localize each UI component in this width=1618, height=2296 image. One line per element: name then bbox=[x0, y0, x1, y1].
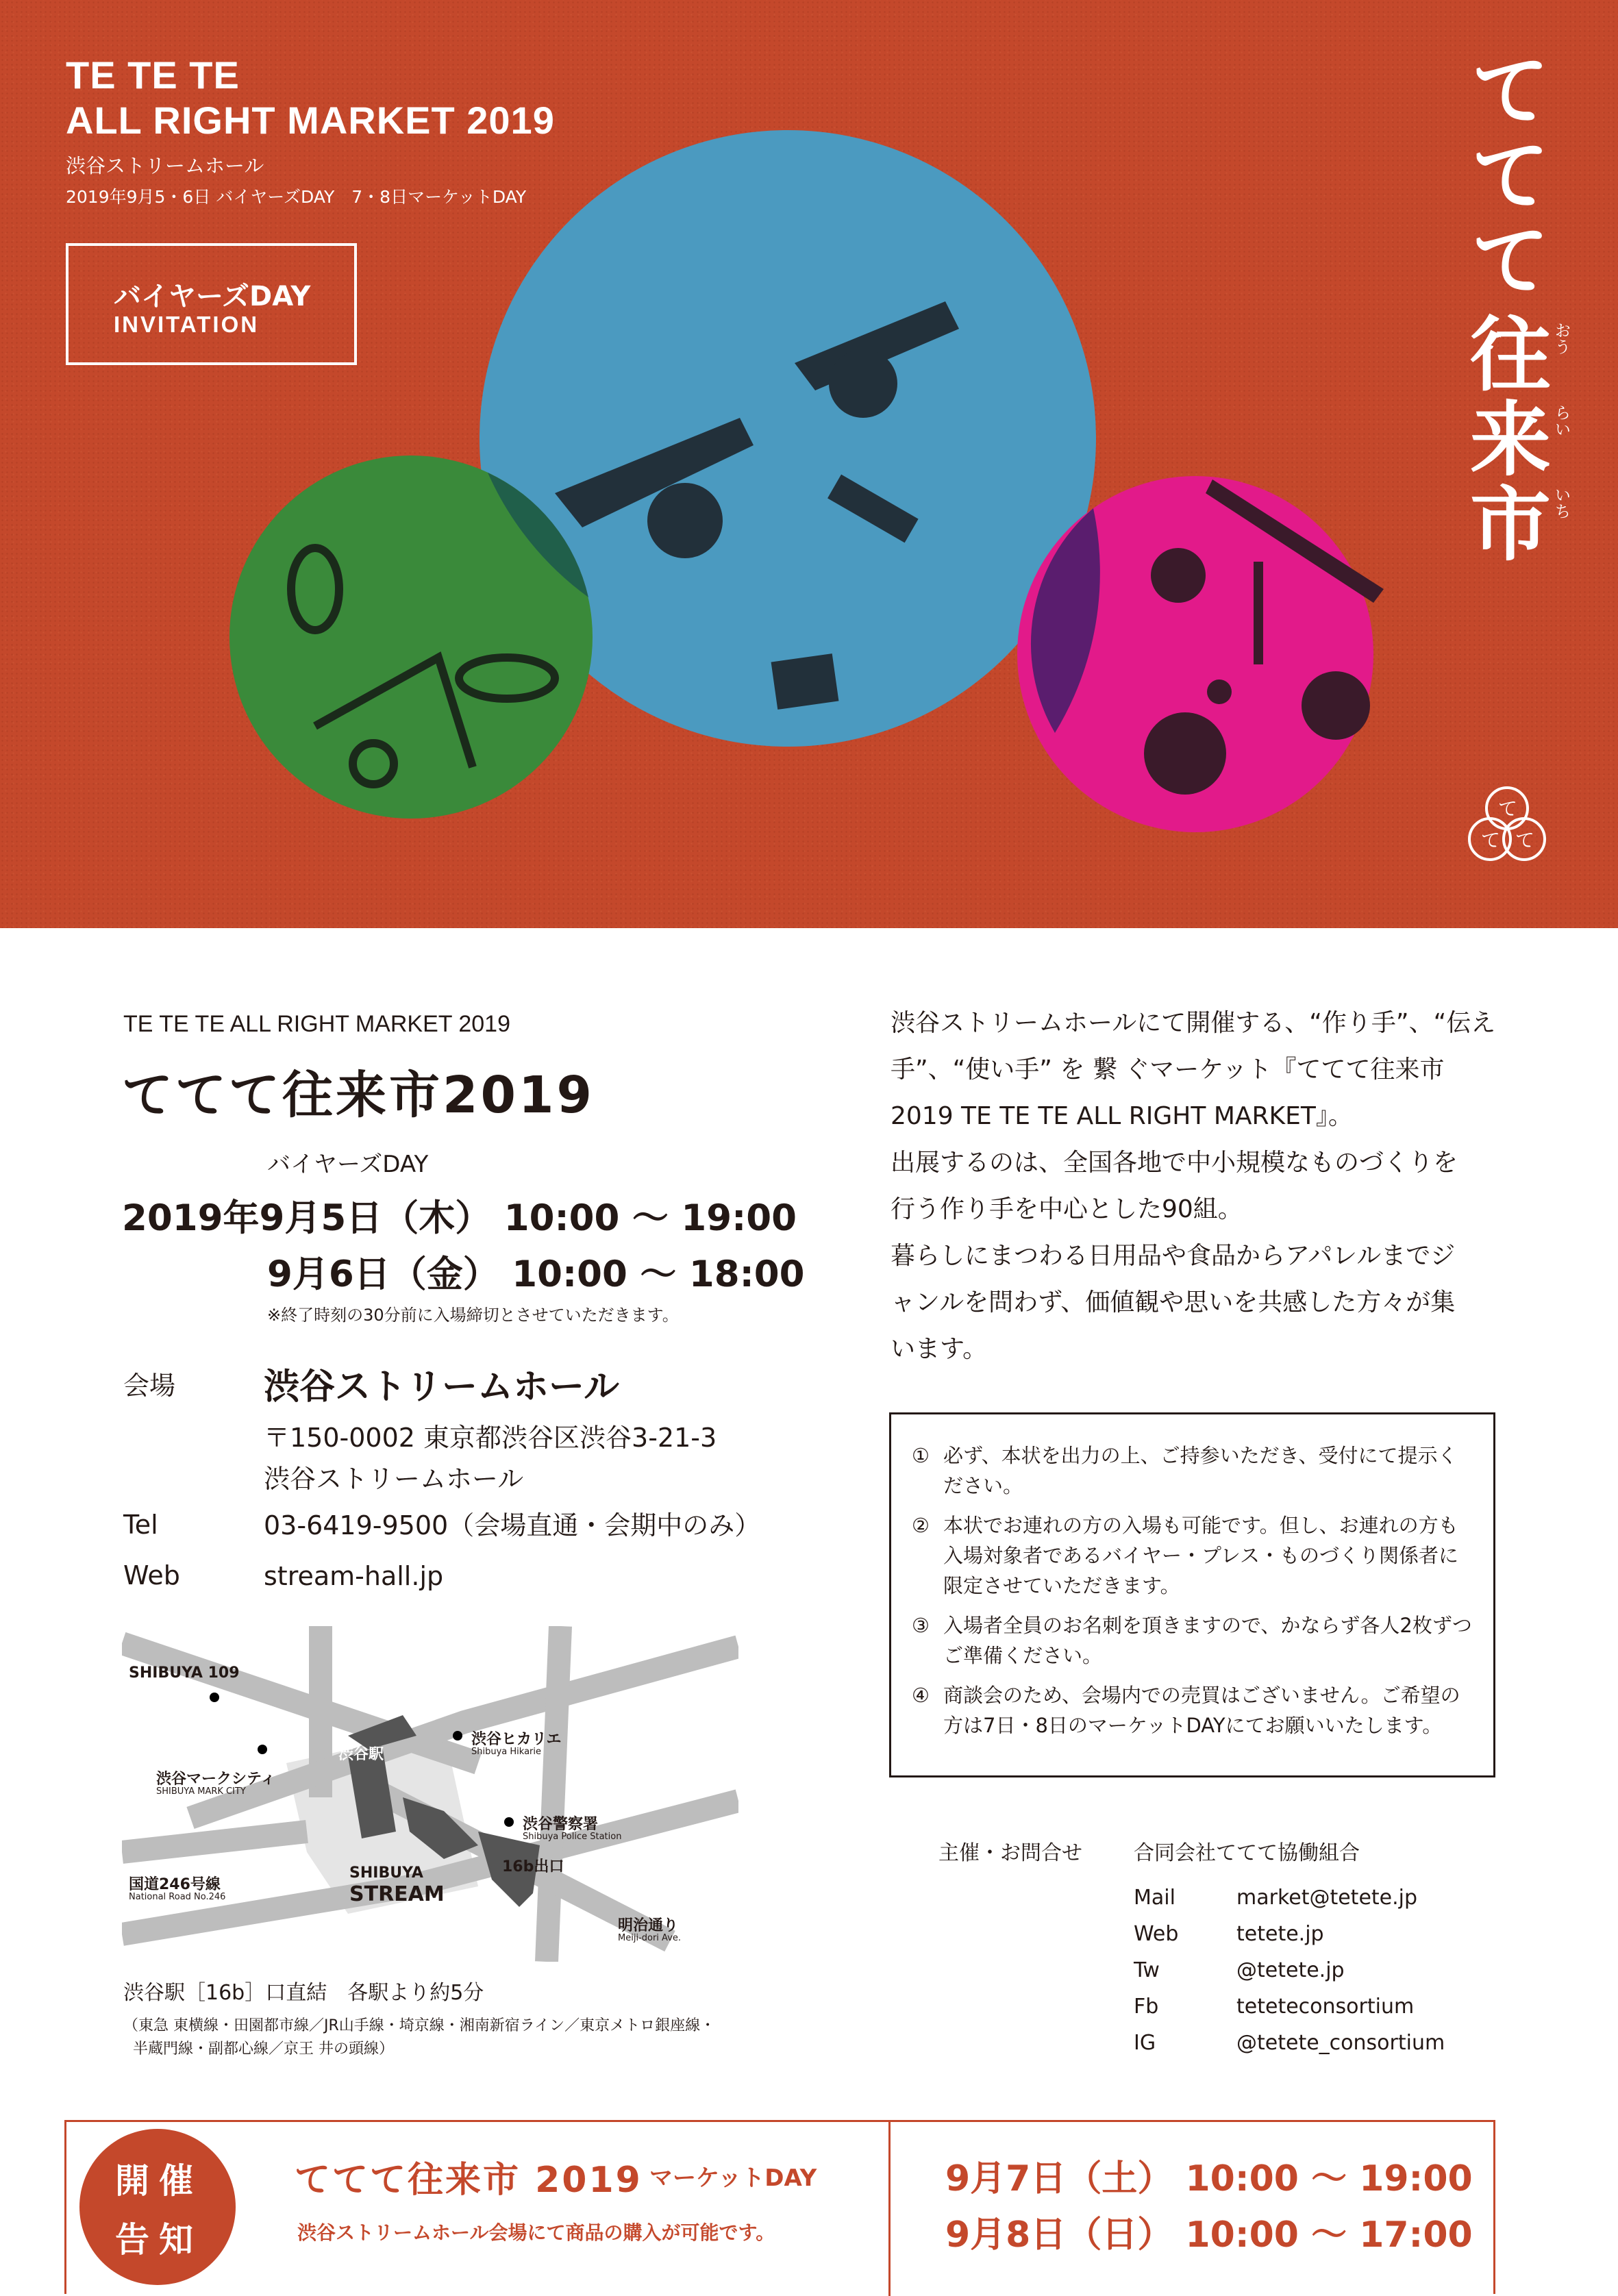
event-title-en: TE TE TE ALL RIGHT MARKET 2019 bbox=[123, 1011, 511, 1037]
contact-row: Mail market@tetete.jp bbox=[1134, 1886, 1418, 1910]
description-line: 2019 TE TE TE ALL RIGHT MARKET』。 bbox=[891, 1102, 1353, 1130]
tetete-logo-icon bbox=[1463, 781, 1552, 870]
description-line: 出展するのは、全国各地で中小規模なものづくりを bbox=[891, 1149, 1458, 1177]
svg-text:て: て bbox=[1498, 797, 1518, 820]
map-stream-2: STREAM bbox=[349, 1882, 445, 1906]
map-meiji-jp: 明治通り bbox=[618, 1917, 679, 1934]
notice-item: ① 必ず、本状を出力の上、ご持参いただき、受付にて提示ください。 bbox=[912, 1444, 1458, 1497]
notice-box bbox=[889, 1412, 1495, 1777]
venue-name: 渋谷ストリームホール bbox=[264, 1367, 619, 1408]
hero-banner bbox=[0, 0, 1618, 928]
tel-label: Tel bbox=[123, 1510, 158, 1540]
date-note: ※終了時刻の30分前に入場締切とさせていただきます。 bbox=[267, 1306, 679, 1325]
contact-list bbox=[1134, 1880, 1445, 2061]
description-line: います。 bbox=[891, 1335, 988, 1363]
market-date-2: 9月8日（日） 10:00 〜 17:00 bbox=[945, 2214, 1473, 2256]
map-markcity-jp: 渋谷マークシティ bbox=[156, 1771, 276, 1788]
invitation-line2: INVITATION bbox=[114, 312, 260, 337]
svg-text:て: て bbox=[1481, 829, 1501, 851]
description-line: 渋谷ストリームホールにて開催する、“作り手”、“伝え bbox=[891, 1009, 1496, 1037]
hero-title-line1: TE TE TE bbox=[66, 53, 240, 97]
tel-value: 03-6419-9500（会場直通・会期中のみ） bbox=[264, 1510, 761, 1540]
description-line: 行う作り手を中心とした90組。 bbox=[891, 1195, 1243, 1223]
venue-address-1: 〒150-0002 東京都渋谷区渋谷3-21-3 bbox=[264, 1423, 717, 1453]
map-stream-1: SHIBUYA bbox=[349, 1864, 423, 1882]
map-shibuya109: SHIBUYA 109 bbox=[129, 1664, 240, 1682]
access-main: 渋谷駅［16b］口直結 各駅より約5分 bbox=[123, 1981, 484, 2005]
hero-title-line2: ALL RIGHT MARKET 2019 bbox=[66, 99, 555, 142]
vertical-title-ouraiichi: 往来市 bbox=[1456, 312, 1551, 566]
badge-line2: 告知 bbox=[115, 2220, 203, 2260]
vertical-title-tetete: ててて bbox=[1456, 48, 1551, 303]
contact-row: Web tetete.jp bbox=[1134, 1922, 1324, 1946]
description-line: 暮らしにまつわる日用品や食品からアパレルまでジ bbox=[891, 1242, 1456, 1270]
contact-label: 主催・お問合せ bbox=[938, 1841, 1082, 1865]
map-police-en: Shibuya Police Station bbox=[523, 1832, 622, 1842]
web-label: Web bbox=[123, 1560, 180, 1590]
hero-venue: 渋谷ストリームホール bbox=[66, 154, 264, 177]
footer-divider bbox=[888, 2122, 891, 2296]
hero-circles bbox=[0, 0, 1618, 928]
notice-item: ④ 商談会のため、会場内での売買はございません。ご希望の方は7日・8日のマーケットDAYにてお願いいたします。 bbox=[912, 1684, 1460, 1737]
map-route246-jp: 国道246号線 bbox=[129, 1876, 221, 1893]
access-lines-2: 半蔵門線・副都心線／京王 井の頭線） bbox=[133, 2041, 394, 2058]
map-hikarie-en: Shibuya Hikarie bbox=[471, 1747, 541, 1757]
access-lines-1: （東急 東横線・田園都市線／JR山手線・埼京線・湘南新宿ライン／東京メトロ銀座線・ bbox=[123, 2017, 716, 2034]
buyers-date-1: 2019年9月5日（木） 10:00 〜 19:00 bbox=[122, 1197, 797, 1239]
contact-row: Tw @tetete.jp bbox=[1134, 1958, 1345, 1982]
market-date-1: 9月7日（土） 10:00 〜 19:00 bbox=[945, 2158, 1473, 2199]
map-exit-16b: 16b出口 bbox=[502, 1858, 564, 1875]
event-title-jp: ててて往来市2019 bbox=[122, 1066, 595, 1125]
footer-desc: 渋谷ストリームホール会場にて商品の購入が可能です。 bbox=[297, 2221, 775, 2244]
venue-label: 会場 bbox=[123, 1371, 176, 1401]
contact-row: IG @tetete_consortium bbox=[1134, 2031, 1445, 2055]
notice-item: ② 本状でお連れの方の入場も可能です。但し、お連れの方も入場対象者であるバイヤー・プレス・ものづくり関係者に限定させていただきます。 bbox=[912, 1514, 1458, 1597]
venue-address-2: 渋谷ストリームホール bbox=[264, 1464, 524, 1494]
description bbox=[891, 1000, 1507, 1373]
description-line: ャンルを問わず、価値観や思いを共感した方々が集 bbox=[891, 1288, 1456, 1317]
notice-item: ③ 入場者全員のお名刺を頂きますので、かならず各人2枚ずつご準備ください。 bbox=[912, 1614, 1472, 1667]
announcement-badge bbox=[79, 2129, 236, 2285]
footer-title-sub: マーケットDAY bbox=[649, 2164, 817, 2192]
badge-line1: 開催 bbox=[115, 2161, 203, 2201]
footer-title: ててて往来市 2019 bbox=[295, 2160, 643, 2201]
contact-org: 合同会社ててて協働組合 bbox=[1134, 1841, 1360, 1865]
map-hikarie-jp: 渋谷ヒカリエ bbox=[471, 1731, 562, 1748]
buyers-date-2: 9月6日（金） 10:00 〜 18:00 bbox=[267, 1253, 805, 1295]
map-police-jp: 渋谷警察署 bbox=[523, 1816, 599, 1833]
web-value[interactable]: stream-hall.jp bbox=[264, 1561, 444, 1591]
map-route246-en: National Road No.246 bbox=[129, 1892, 226, 1902]
map-station: 渋谷駅 bbox=[338, 1746, 384, 1763]
access-map bbox=[122, 1626, 738, 1962]
hero-dates: 2019年9月5・6日 バイヤーズDAY 7・8日マーケットDAY bbox=[66, 187, 527, 207]
map-meiji-en: Meiji-dori Ave. bbox=[618, 1933, 681, 1943]
ruby-ichi: いち bbox=[1552, 486, 1571, 519]
ruby-ou: おう bbox=[1552, 322, 1571, 355]
contact-row: Fb teteteconsortium bbox=[1134, 1995, 1415, 2019]
ruby-rai: らい bbox=[1552, 404, 1571, 437]
buyers-day-label: バイヤーズDAY bbox=[267, 1151, 429, 1178]
svg-text:て: て bbox=[1515, 829, 1535, 851]
map-markcity-en: SHIBUYA MARK CITY bbox=[156, 1786, 246, 1797]
description-line: 手”、“使い手” を 繋 ぐマーケット『ててて往来市 bbox=[891, 1056, 1445, 1084]
invitation-line1: バイヤーズDAY bbox=[114, 281, 311, 312]
